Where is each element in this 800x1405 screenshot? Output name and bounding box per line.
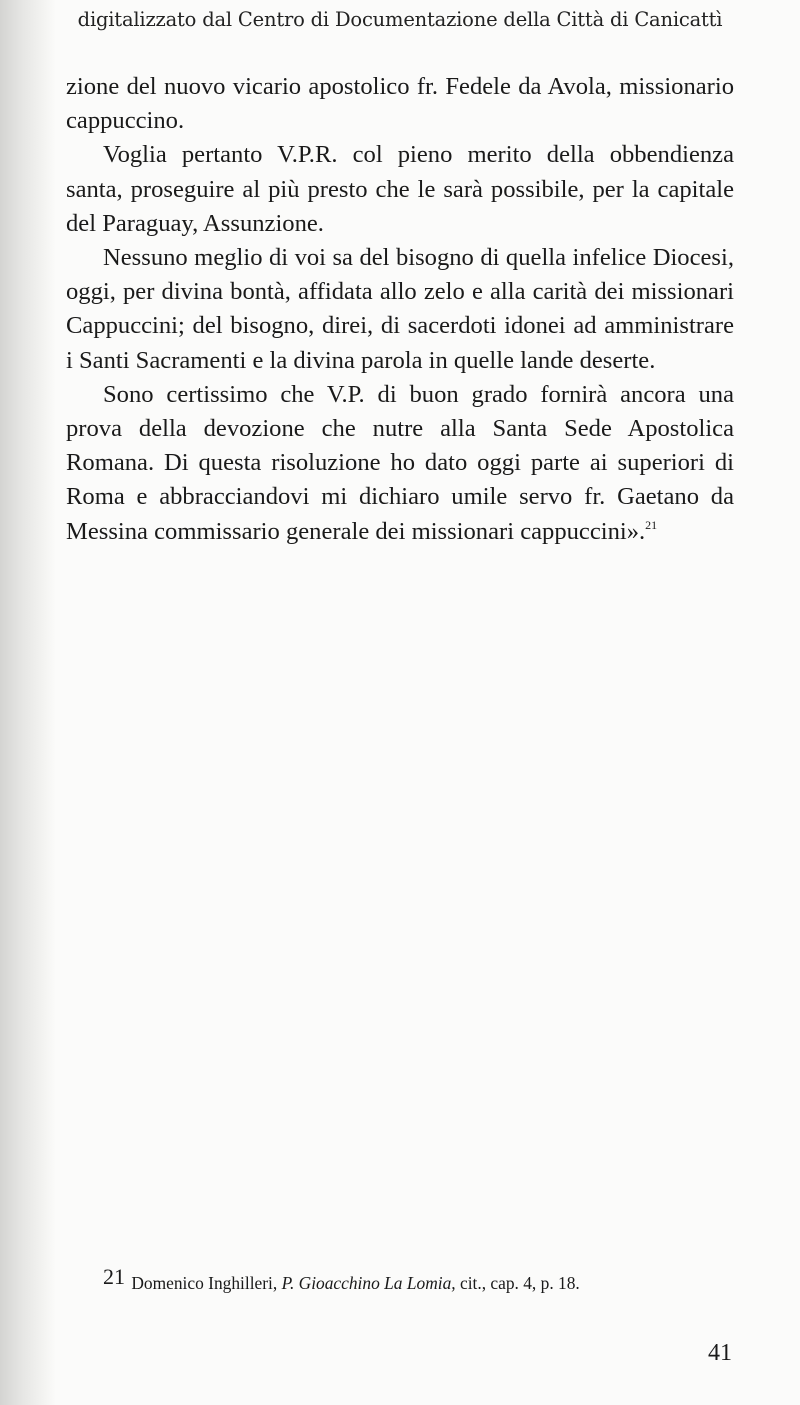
footnote-citation: cit., cap. 4, p. 18. <box>455 1273 580 1293</box>
digitization-watermark: digitalizzato dal Centro di Documentazione della Città di Canicattì <box>77 8 723 31</box>
footnote-reference: 21 <box>645 517 658 532</box>
footnote <box>103 1264 580 1294</box>
footnote-title: P. Gioacchino La Lomia, <box>281 1273 456 1293</box>
page-number: 41 <box>708 1340 732 1366</box>
paragraph-4-text: Sono certissimo che V.P. di buon grado fornirà ancora una prova della devozione che nutre alla Santa Sede Apostolica Romana. Di questa risoluzione ho dato oggi parte ai superiori di Roma e abbracciandovi mi dichiaro umile servo fr. Gaetano da Messina commissario generale dei missionari cappuccini». <box>66 380 734 545</box>
body-text <box>66 70 734 549</box>
page-edge-shadow <box>0 0 56 1405</box>
footnote-number: 21 <box>103 1264 125 1289</box>
paragraph-4 <box>66 378 734 549</box>
footnote-author: Domenico Inghilleri, <box>131 1273 282 1293</box>
paragraph-1: zione del nuovo vicario apostolico fr. Fedele da Avola, missionario cappuccino. <box>66 73 734 135</box>
paragraph-2: Voglia pertanto V.P.R. col pieno merito della obbendienza santa, proseguire al più presto che le sarà possibile, per la capitale del Paraguay, Assunzione. <box>66 141 734 237</box>
paragraph-3: Nessuno meglio di voi sa del bisogno di quella infelice Diocesi, oggi, per divina bontà, affidata allo zelo e alla carità dei missionari Cappuccini; del bisogno, direi, di sacerdoti idonei ad amministrare i Santi Sacramenti e la divina parola in quelle lande deserte. <box>66 244 734 374</box>
